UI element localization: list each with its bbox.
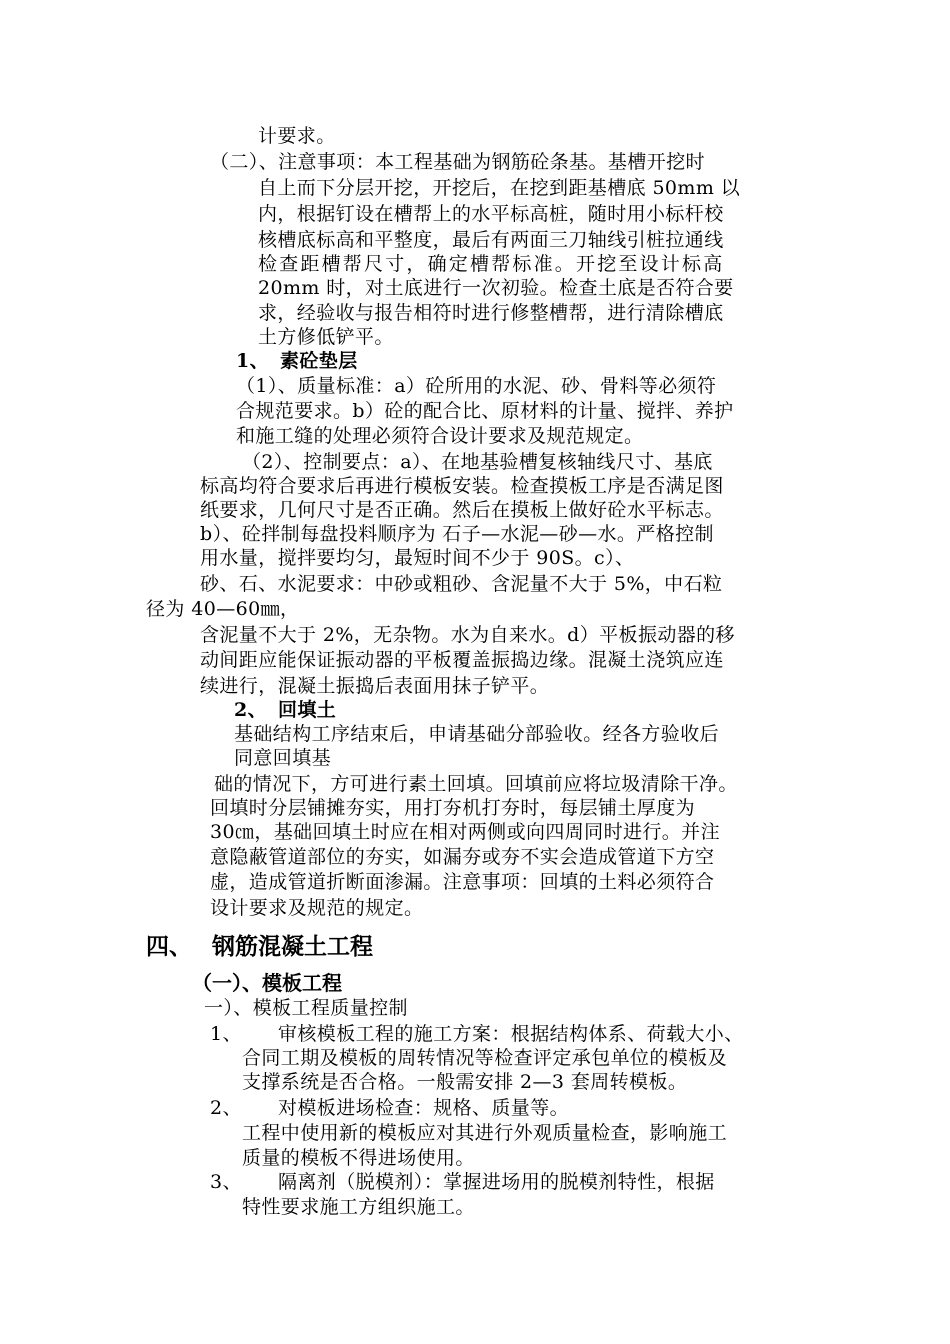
paragraph-line: 同意回填基 bbox=[234, 747, 332, 769]
paragraph-line: 础的情况下，方可进行素土回填。回填前应将垃圾清除干净。 bbox=[214, 773, 738, 795]
paragraph-line: 续进行，混凝土振捣后表面用抹子铲平。 bbox=[200, 675, 550, 697]
subheading-number: 2、 bbox=[234, 699, 268, 721]
section-number: 四、 bbox=[146, 933, 192, 960]
paragraph-line: 30㎝，基础回填土时应在相对两侧或向四周同时进行。并注 bbox=[210, 821, 720, 843]
paragraph-line: 质量的模板不得进场使用。 bbox=[242, 1147, 475, 1169]
paragraph-line: 计要求。 bbox=[258, 125, 336, 147]
list-item-text: 对模板进场检查：规格、质量等。 bbox=[278, 1097, 570, 1119]
paragraph-line: （1）、质量标准：a）砼所用的水泥、砂、骨料等必须符 bbox=[236, 375, 717, 397]
list-item-number: 1、 bbox=[210, 1023, 242, 1045]
paragraph-line: 径为 40—60㎜， bbox=[146, 598, 300, 620]
subheading-number: 1、 bbox=[236, 350, 270, 372]
paragraph-line: （2）、控制要点：a）、在地基验槽复核轴线尺寸、基底 bbox=[242, 451, 713, 473]
paragraph-line: 一）、模板工程质量控制 bbox=[204, 997, 408, 1019]
subheading-title: 回填土 bbox=[278, 699, 337, 721]
paragraph-line: b）、砼拌制每盘投料顺序为 石子—水泥—砂—水。严格控制 bbox=[200, 523, 714, 545]
paragraph-line: 标高均符合要求后再进行模板安装。检查摸板工序是否满足图 bbox=[200, 475, 724, 497]
paragraph-line: 检查距槽帮尺寸，确定槽帮标准。开挖至设计标高 bbox=[258, 253, 725, 275]
subsection-title: （一）、模板工程 bbox=[192, 971, 342, 995]
section-title: 钢筋混凝土工程 bbox=[212, 933, 373, 960]
paragraph-line: 自上而下分层开挖，开挖后，在挖到距基槽底 50mm 以 bbox=[258, 177, 741, 199]
paragraph-line: （二）、注意事项：本工程基础为钢筋砼条基。基槽开挖时 bbox=[210, 151, 705, 173]
paragraph-line: 内，根据钉设在槽帮上的水平标高桩，随时用小标杆校 bbox=[258, 203, 724, 225]
list-item-text: 审核模板工程的施工方案：根据结构体系、荷载大小、 bbox=[278, 1023, 744, 1045]
paragraph-line: 工程中使用新的模板应对其进行外观质量检查，影响施工 bbox=[242, 1122, 728, 1144]
paragraph-line: 支撑系统是否合格。一般需安排 2—3 套周转模板。 bbox=[242, 1071, 688, 1093]
paragraph-line: 虚，造成管道折断面渗漏。注意事项：回填的土料必须符合 bbox=[210, 871, 715, 893]
list-item-number: 3、 bbox=[210, 1171, 242, 1193]
paragraph-line: 含泥量不大于 2%，无杂物。水为自来水。d）平板振动器的移 bbox=[200, 624, 735, 646]
paragraph-line: 用水量，搅拌要均匀，最短时间不少于 90S。c）、 bbox=[200, 547, 635, 569]
list-item-text: 隔离剂（脱模剂）：掌握进场用的脱模剂特性，根据 bbox=[278, 1171, 715, 1193]
paragraph-line: 土方修低铲平。 bbox=[258, 326, 394, 348]
paragraph-line: 基础结构工序结束后，申请基础分部验收。经各方验收后 bbox=[234, 723, 720, 745]
paragraph-line: 意隐蔽管道部位的夯实，如漏夯或夯不实会造成管道下方空 bbox=[210, 846, 715, 868]
paragraph-line: 回填时分层铺摊夯实，用打夯机打夯时，每层铺土厚度为 bbox=[210, 797, 696, 819]
paragraph-line: 和施工缝的处理必须符合设计要求及规范规定。 bbox=[236, 425, 644, 447]
paragraph-line: 纸要求，几何尺寸是否正确。然后在摸板上做好砼水平标志。 bbox=[200, 499, 724, 521]
paragraph-line: 动间距应能保证振动器的平板覆盖振捣边缘。混凝土浇筑应连 bbox=[200, 649, 724, 671]
subheading-title: 素砼垫层 bbox=[280, 350, 358, 372]
paragraph-line: 设计要求及规范的规定。 bbox=[210, 897, 424, 919]
paragraph-line: 砂、石、水泥要求：中砂或粗砂、含泥量不大于 5%，中石粒 bbox=[200, 573, 723, 595]
paragraph-line: 合规范要求。b）砼的配合比、原材料的计量、搅拌、养护 bbox=[236, 400, 734, 422]
paragraph-line: 求，经验收与报告相符时进行修整槽帮，进行清除槽底 bbox=[258, 302, 724, 324]
paragraph-line: 20mm 时，对土底进行一次初验。检查土底是否符合要 bbox=[258, 277, 734, 299]
list-item-number: 2、 bbox=[210, 1097, 242, 1119]
paragraph-line: 特性要求施工方组织施工。 bbox=[242, 1196, 475, 1218]
paragraph-line: 核槽底标高和平整度，最后有两面三刀轴线引桩拉通线 bbox=[258, 229, 724, 251]
paragraph-line: 合同工期及模板的周转情况等检查评定承包单位的模板及 bbox=[242, 1047, 728, 1069]
